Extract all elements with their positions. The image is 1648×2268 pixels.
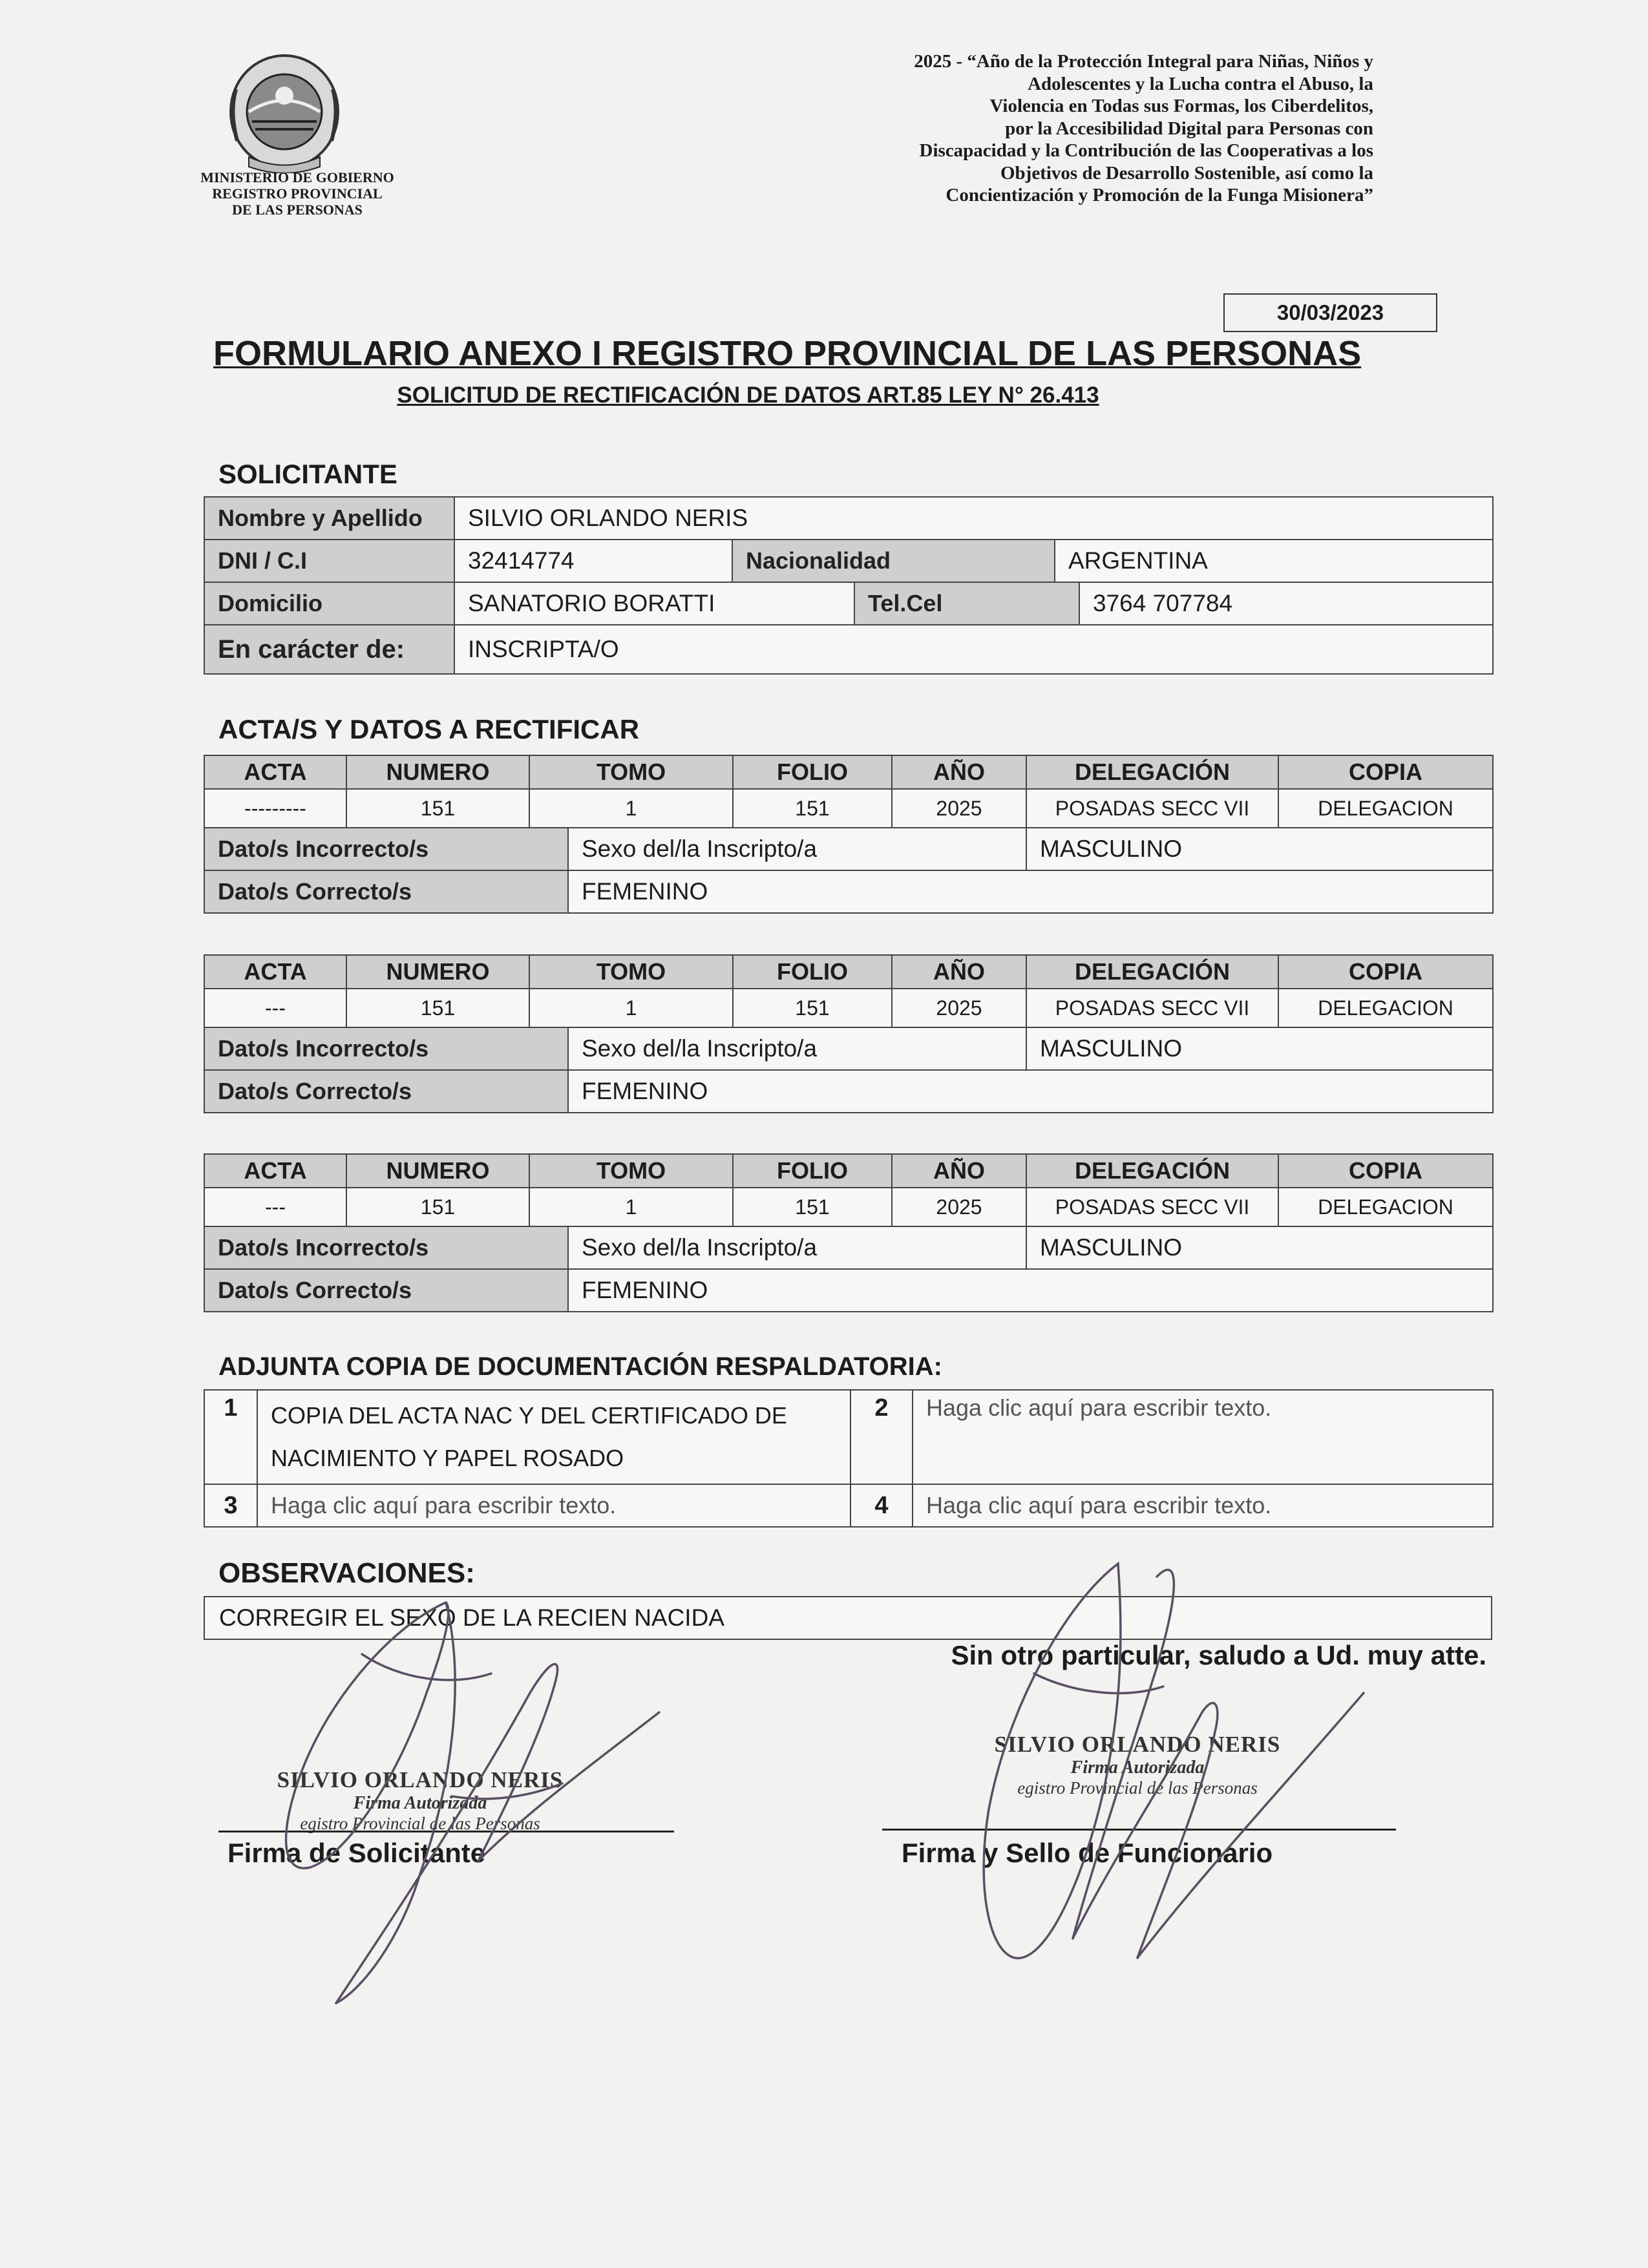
anio-field[interactable]: 2025 bbox=[892, 989, 1026, 1027]
doc-field-4[interactable]: Haga clic aquí para escribir texto. bbox=[913, 1484, 1493, 1527]
adjunta-table bbox=[204, 1389, 1494, 1528]
col-acta: ACTA bbox=[204, 1154, 346, 1188]
solicitante-section-title: SOLICITANTE bbox=[218, 459, 397, 489]
incorrecto-field[interactable]: MASCULINO bbox=[1026, 1027, 1493, 1070]
col-delegacion: DELEGACIÓN bbox=[1026, 1154, 1278, 1188]
ministry-line: REGISTRO PROVINCIAL bbox=[212, 185, 383, 202]
numero-field[interactable]: 151 bbox=[346, 989, 529, 1027]
doc-line: COPIA DEL ACTA NAC Y DEL CERTIFICADO DE bbox=[271, 1402, 787, 1429]
motto-line: 2025 - “Año de la Protección Integral para Niñas, Niños y bbox=[914, 51, 1373, 72]
motto-line: Concientización y Promoción de la Funga Misionera” bbox=[945, 185, 1373, 205]
tomo-field[interactable]: 1 bbox=[529, 1188, 733, 1226]
col-acta: ACTA bbox=[204, 955, 346, 989]
ministry-line: MINISTERIO DE GOBIERNO bbox=[200, 169, 394, 185]
tomo-field[interactable]: 1 bbox=[529, 789, 733, 828]
nombre-label: Nombre y Apellido bbox=[204, 497, 454, 540]
anio-field[interactable]: 2025 bbox=[892, 1188, 1026, 1226]
delegacion-field[interactable]: POSADAS SECC VII bbox=[1026, 989, 1278, 1027]
doc-number: 4 bbox=[850, 1484, 913, 1527]
acta-table-1 bbox=[204, 755, 1494, 914]
correct-label: Dato/s Correcto/s bbox=[204, 870, 568, 913]
incorrect-label: Dato/s Incorrecto/s bbox=[204, 1027, 568, 1070]
observaciones-field[interactable]: CORREGIR EL SEXO DE LA RECIEN NACIDA bbox=[204, 1597, 1492, 1639]
campo-field[interactable]: Sexo del/la Inscripto/a bbox=[568, 828, 1026, 870]
caracter-label: En carácter de: bbox=[204, 625, 454, 674]
col-numero: NUMERO bbox=[346, 755, 529, 789]
dni-label: DNI / C.I bbox=[204, 540, 454, 582]
folio-field[interactable]: 151 bbox=[733, 789, 892, 828]
anio-field[interactable]: 2025 bbox=[892, 789, 1026, 828]
incorrecto-field[interactable]: MASCULINO bbox=[1026, 828, 1493, 870]
left-signature-caption: Firma de Solicitante bbox=[227, 1838, 486, 1868]
ministry-line: DE LAS PERSONAS bbox=[232, 202, 363, 218]
nombre-field[interactable]: SILVIO ORLANDO NERIS bbox=[454, 497, 1493, 540]
motto-line: Adolescentes y la Lucha contra el Abuso, la bbox=[1028, 73, 1373, 94]
col-acta: ACTA bbox=[204, 755, 346, 789]
province-seal-icon bbox=[223, 50, 346, 173]
delegacion-field[interactable]: POSADAS SECC VII bbox=[1026, 1188, 1278, 1226]
adjunta-section-title: ADJUNTA COPIA DE DOCUMENTACIÓN RESPALDATORIA: bbox=[218, 1352, 942, 1381]
stamp-name: SILVIO ORLANDO NERIS bbox=[994, 1732, 1281, 1757]
col-copia: COPIA bbox=[1278, 755, 1493, 789]
doc-field-3[interactable]: Haga clic aquí para escribir texto. bbox=[257, 1484, 850, 1527]
stamp-role: Firma Autorizada bbox=[1070, 1758, 1205, 1778]
col-folio: FOLIO bbox=[733, 955, 892, 989]
col-tomo: TOMO bbox=[529, 955, 733, 989]
col-copia: COPIA bbox=[1278, 955, 1493, 989]
doc-line: NACIMIENTO Y PAPEL ROSADO bbox=[271, 1445, 624, 1471]
stamp-org: egistro Provincial de las Personas bbox=[300, 1814, 540, 1833]
incorrect-label: Dato/s Incorrecto/s bbox=[204, 828, 568, 870]
copia-field[interactable]: DELEGACION bbox=[1278, 789, 1493, 828]
acta-field[interactable]: --------- bbox=[204, 789, 346, 828]
form-title: FORMULARIO ANEXO I REGISTRO PROVINCIAL DE LAS PERSONAS bbox=[213, 334, 1362, 373]
acta-field[interactable]: --- bbox=[204, 1188, 346, 1226]
stamp-name: SILVIO ORLANDO NERIS bbox=[277, 1767, 564, 1792]
correcto-field[interactable]: FEMENINO bbox=[568, 1070, 1493, 1113]
tel-field[interactable]: 3764 707784 bbox=[1079, 582, 1493, 625]
tomo-field[interactable]: 1 bbox=[529, 989, 733, 1027]
col-anio: AÑO bbox=[892, 955, 1026, 989]
campo-field[interactable]: Sexo del/la Inscripto/a bbox=[568, 1027, 1026, 1070]
campo-field[interactable]: Sexo del/la Inscripto/a bbox=[568, 1226, 1026, 1269]
left-signature-line bbox=[218, 1831, 674, 1832]
date-field[interactable]: 30/03/2023 bbox=[1223, 293, 1437, 332]
col-numero: NUMERO bbox=[346, 1154, 529, 1188]
right-signature-line bbox=[882, 1829, 1396, 1831]
right-signature-caption: Firma y Sello de Funcionario bbox=[902, 1838, 1273, 1868]
col-tomo: TOMO bbox=[529, 1154, 733, 1188]
right-stamp bbox=[976, 1732, 1299, 1798]
tel-label: Tel.Cel bbox=[854, 582, 1079, 625]
col-folio: FOLIO bbox=[733, 1154, 892, 1188]
acta-table-3 bbox=[204, 1153, 1494, 1312]
doc-number: 1 bbox=[204, 1390, 257, 1484]
domicilio-field[interactable]: SANATORIO BORATTI bbox=[454, 582, 854, 625]
col-folio: FOLIO bbox=[733, 755, 892, 789]
closing-text: Sin otro particular, saludo a Ud. muy atte. bbox=[951, 1640, 1486, 1670]
delegacion-field[interactable]: POSADAS SECC VII bbox=[1026, 789, 1278, 828]
doc-field-1[interactable] bbox=[257, 1390, 850, 1484]
doc-field-2[interactable]: Haga clic aquí para escribir texto. bbox=[913, 1390, 1493, 1484]
incorrecto-field[interactable]: MASCULINO bbox=[1026, 1226, 1493, 1269]
dni-field[interactable]: 32414774 bbox=[454, 540, 732, 582]
observaciones-section-title: OBSERVACIONES: bbox=[218, 1557, 475, 1589]
folio-field[interactable]: 151 bbox=[733, 989, 892, 1027]
caracter-field[interactable]: INSCRIPTA/O bbox=[454, 625, 1493, 674]
correct-label: Dato/s Correcto/s bbox=[204, 1070, 568, 1113]
left-stamp bbox=[259, 1767, 582, 1834]
year-motto bbox=[698, 50, 1373, 207]
motto-line: Objetivos de Desarrollo Sostenible, así como la bbox=[1000, 162, 1373, 184]
nacionalidad-label: Nacionalidad bbox=[732, 540, 1055, 582]
folio-field[interactable]: 151 bbox=[733, 1188, 892, 1226]
incorrect-label: Dato/s Incorrecto/s bbox=[204, 1226, 568, 1269]
col-numero: NUMERO bbox=[346, 955, 529, 989]
copia-field[interactable]: DELEGACION bbox=[1278, 989, 1493, 1027]
correcto-field[interactable]: FEMENINO bbox=[568, 870, 1493, 913]
domicilio-label: Domicilio bbox=[204, 582, 454, 625]
doc-number: 3 bbox=[204, 1484, 257, 1527]
col-delegacion: DELEGACIÓN bbox=[1026, 955, 1278, 989]
observaciones-table bbox=[204, 1596, 1492, 1640]
nacionalidad-field[interactable]: ARGENTINA bbox=[1055, 540, 1493, 582]
acta-field[interactable]: --- bbox=[204, 989, 346, 1027]
numero-field[interactable]: 151 bbox=[346, 789, 529, 828]
numero-field[interactable]: 151 bbox=[346, 1188, 529, 1226]
col-tomo: TOMO bbox=[529, 755, 733, 789]
ministry-block bbox=[181, 169, 414, 218]
actas-section-title: ACTA/S Y DATOS A RECTIFICAR bbox=[218, 714, 640, 744]
form-subtitle: SOLICITUD DE RECTIFICACIÓN DE DATOS ART.85 LEY N° 26.413 bbox=[397, 383, 1099, 408]
copia-field[interactable]: DELEGACION bbox=[1278, 1188, 1493, 1226]
stamp-role: Firma Autorizada bbox=[353, 1793, 487, 1813]
correcto-field[interactable]: FEMENINO bbox=[568, 1269, 1493, 1312]
col-anio: AÑO bbox=[892, 755, 1026, 789]
motto-line: por la Accesibilidad Digital para Personas con bbox=[1005, 118, 1373, 139]
motto-line: Discapacidad y la Contribución de las Cooperativas a los bbox=[919, 140, 1373, 161]
solicitante-table bbox=[204, 496, 1494, 675]
motto-line: Violencia en Todas sus Formas, los Ciberdelitos, bbox=[989, 96, 1373, 116]
doc-number: 2 bbox=[850, 1390, 913, 1484]
col-delegacion: DELEGACIÓN bbox=[1026, 755, 1278, 789]
col-copia: COPIA bbox=[1278, 1154, 1493, 1188]
correct-label: Dato/s Correcto/s bbox=[204, 1269, 568, 1312]
acta-table-2 bbox=[204, 954, 1494, 1113]
col-anio: AÑO bbox=[892, 1154, 1026, 1188]
stamp-org: egistro Provincial de las Personas bbox=[1017, 1778, 1258, 1798]
